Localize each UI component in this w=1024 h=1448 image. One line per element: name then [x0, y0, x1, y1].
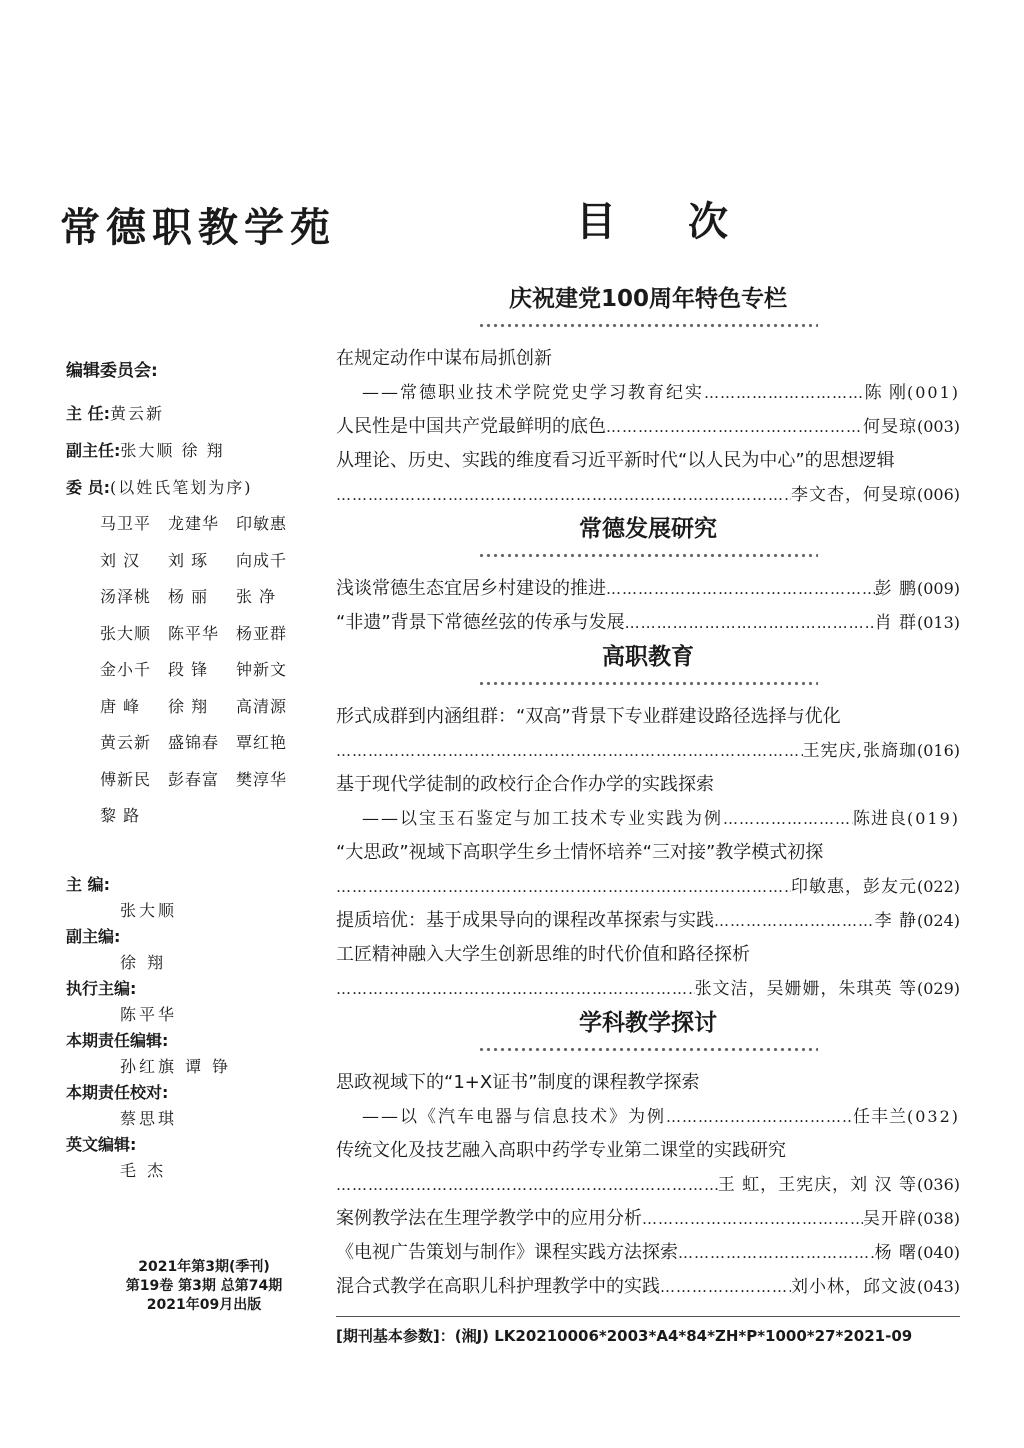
article-title: “非遗”背景下常德丝弦的传承与发展	[336, 606, 625, 640]
member-row	[100, 616, 336, 653]
member-name: 杨亚群	[236, 623, 288, 643]
leader-dots	[723, 802, 853, 836]
member-name: 钟新文	[236, 660, 288, 679]
article-author: 印敏惠，彭友元	[790, 877, 917, 897]
member-name: 陈平华	[168, 623, 220, 643]
article-page: (032)	[906, 1107, 960, 1126]
members-list	[100, 506, 336, 835]
member-name: 傅新民	[100, 769, 152, 789]
member-name: 张 净	[236, 587, 277, 606]
leader-dots	[678, 1236, 875, 1270]
section-heading: 庆祝建党100周年特色专栏	[508, 286, 787, 312]
member-name: 彭春富	[168, 769, 220, 789]
editor-role: 英文编辑:	[66, 1135, 137, 1154]
article-author: 王宪庆,张旖珈	[802, 741, 917, 761]
member-row	[100, 506, 336, 543]
member-row	[100, 725, 336, 762]
article-page: (036)	[916, 1175, 960, 1194]
article-page: (009)	[916, 579, 960, 598]
article-page: (029)	[916, 979, 960, 998]
article-entry	[336, 1100, 960, 1134]
article-subtitle: ——常德职业技术学院党史学习教育纪实	[362, 383, 704, 403]
leader-dots	[642, 1202, 863, 1236]
journal-title: 常德职教学苑	[60, 204, 336, 251]
leader-dots	[606, 410, 863, 444]
member-name: 黄云新	[100, 733, 152, 752]
article-page: (040)	[916, 1243, 960, 1262]
member-name: 印敏惠	[236, 514, 288, 533]
issue-line-1: 2021年第3期(季刊)	[138, 1259, 270, 1275]
article-author: 杨 曙	[874, 1243, 917, 1263]
article-title: 浅谈常德生态宜居乡村建设的推进	[336, 572, 606, 606]
toc-title-char-2: 次	[688, 198, 730, 245]
article-author: 彭 鹏	[874, 579, 917, 599]
article-entry	[336, 572, 960, 606]
article-title: 《电视广告策划与制作》课程实践方法探索	[336, 1236, 678, 1270]
section-ornament	[478, 546, 818, 564]
issue-line-2: 第19卷 第3期 总第74期	[125, 1278, 283, 1294]
article-entry	[336, 1236, 960, 1270]
editor-role: 执行主编:	[66, 979, 137, 998]
section-ornament	[478, 316, 818, 334]
section-ornament	[478, 674, 818, 692]
leader-dots	[704, 376, 865, 410]
members-label: 委 员:	[66, 478, 110, 497]
director-name: 黄云新	[109, 404, 164, 423]
member-row	[100, 689, 336, 726]
article-title: 基于现代学徒制的政校行企合作办学的实践探索	[336, 774, 714, 795]
article-title: 提质培优：基于成果导向的课程改革探索与实践	[336, 904, 714, 938]
member-name: 刘 琢	[168, 550, 209, 570]
editor-name: 毛 杰	[120, 1161, 167, 1180]
member-row	[100, 543, 336, 580]
leader-dots	[666, 1100, 853, 1134]
article-title: 混合式教学在高职儿科护理教学中的实践	[336, 1270, 660, 1304]
table-of-contents	[336, 282, 960, 1304]
article-entry	[336, 1168, 960, 1202]
article-author: 陈 刚	[864, 383, 907, 403]
article-author: 何旻琼	[862, 417, 917, 437]
article-entry	[336, 606, 960, 640]
leader-dots	[336, 1168, 718, 1202]
article-entry	[336, 904, 960, 938]
editor-role: 副主编:	[66, 927, 121, 946]
committee-deputy-row	[66, 432, 336, 469]
member-name: 高清源	[236, 696, 288, 716]
article-title: 人民性是中国共产党最鲜明的底色	[336, 410, 606, 444]
member-name: 向成千	[236, 550, 288, 570]
article-page: (003)	[916, 417, 960, 436]
article-entry	[336, 972, 960, 1006]
article-author: 陈进良	[852, 809, 907, 829]
committee-members-row	[66, 469, 336, 506]
member-name: 盛锦春	[168, 733, 220, 752]
members-note: (以姓氏笔划为序)	[109, 478, 253, 497]
section-heading: 高职教育	[602, 644, 694, 670]
editor-name: 徐 翔	[120, 953, 167, 972]
deputy-names: 张大顺 徐 翔	[120, 441, 225, 460]
member-name: 段 锋	[168, 660, 209, 679]
article-page: (006)	[916, 485, 960, 504]
editor-name: 陈平华	[120, 1005, 178, 1024]
deputy-label: 副主任:	[66, 441, 121, 460]
article-entry	[336, 802, 960, 836]
leader-dots	[606, 572, 875, 606]
editor-role: 本期责任编辑:	[66, 1031, 169, 1050]
article-author: 刘小林，邱文波	[790, 1277, 917, 1297]
leader-dots	[660, 1270, 791, 1304]
article-page: (016)	[916, 741, 960, 760]
editors-list	[66, 872, 336, 1184]
article-entry	[336, 870, 960, 904]
article-page: (043)	[916, 1277, 960, 1296]
article-title: 案例教学法在生理学教学中的应用分析	[336, 1202, 642, 1236]
member-name: 马卫平	[100, 514, 152, 533]
editor-role: 主 编:	[66, 875, 110, 894]
member-name: 徐 翔	[168, 696, 209, 716]
toc-title-char-1: 目	[576, 198, 618, 245]
article-title: 思政视域下的“1+X证书”制度的课程教学探索	[336, 1072, 700, 1093]
leader-dots	[625, 606, 875, 640]
member-name: 汤泽桃	[100, 587, 152, 606]
toc-title	[576, 190, 730, 247]
article-subtitle: ——以《汽车电器与信息技术》为例	[362, 1107, 666, 1127]
article-author: 李文杏，何旻琼	[790, 485, 917, 505]
article-title: “大思政”视域下高职学生乡土情怀培养“三对接”教学模式初探	[336, 842, 824, 863]
leader-dots	[336, 478, 791, 512]
article-author: 张文洁，吴姗姗，朱琪英 等	[694, 979, 917, 999]
member-name: 黎 路	[100, 806, 141, 825]
journal-parameters: [期刊基本参数]：(湘J) LK20210006*2003*A4*84*ZH*P*1000*27*2021-09	[336, 1316, 960, 1346]
article-page: (001)	[906, 383, 960, 402]
article-title: 在规定动作中谋布局抓创新	[336, 348, 552, 369]
issue-line-3: 2021年09月出版	[146, 1297, 262, 1313]
article-entry	[336, 1270, 960, 1304]
leader-dots	[336, 972, 695, 1006]
member-name: 张大顺	[100, 623, 152, 643]
article-page: (024)	[916, 911, 960, 930]
member-row	[100, 652, 336, 689]
editorial-committee	[66, 356, 336, 835]
director-label: 主 任:	[66, 404, 110, 423]
article-title: 工匠精神融入大学生创新思维的时代价值和路径探析	[336, 944, 750, 965]
article-page: (038)	[916, 1209, 960, 1228]
leader-dots	[336, 734, 803, 768]
issue-info	[66, 1258, 342, 1315]
section-ornament	[478, 1040, 818, 1058]
article-title: 传统文化及技艺融入高职中药学专业第二课堂的实践研究	[336, 1140, 786, 1161]
editor-name: 孙红旗 谭 铮	[120, 1057, 232, 1076]
member-row	[100, 579, 336, 616]
article-subtitle: ——以宝玉石鉴定与加工技术专业实践为例	[362, 809, 723, 829]
article-entry	[336, 1202, 960, 1236]
member-name: 唐 峰	[100, 696, 141, 716]
committee-director-row	[66, 395, 336, 432]
member-name: 刘 汉	[100, 550, 141, 570]
article-title: 从理论、历史、实践的维度看习近平新时代“以人民为中心”的思想逻辑	[336, 450, 895, 471]
member-row	[100, 762, 336, 799]
article-title: 形式成群到内涵组群：“双高”背景下专业群建设路径选择与优化	[336, 706, 841, 727]
member-name: 覃红艳	[236, 733, 288, 752]
leader-dots	[336, 870, 791, 904]
article-author: 任丰兰	[852, 1107, 907, 1127]
member-name: 杨 丽	[168, 587, 209, 606]
member-name: 樊淳华	[236, 769, 288, 789]
article-author: 王 虹，王宪庆，刘 汉 等	[717, 1175, 917, 1195]
article-entry	[336, 410, 960, 444]
editor-name: 张大顺	[120, 901, 178, 920]
member-name: 金小千	[100, 660, 152, 679]
member-name: 龙建华	[168, 514, 220, 533]
editor-name: 蔡思琪	[120, 1109, 178, 1128]
article-entry	[336, 478, 960, 512]
section-heading: 常德发展研究	[579, 516, 717, 542]
article-page: (013)	[916, 613, 960, 632]
editor-role: 本期责任校对:	[66, 1083, 169, 1102]
article-page: (019)	[906, 809, 960, 828]
article-page: (022)	[916, 877, 960, 896]
article-entry	[336, 376, 960, 410]
article-entry	[336, 734, 960, 768]
article-author: 吴开辟	[862, 1209, 917, 1229]
leader-dots	[714, 904, 875, 938]
committee-heading: 编辑委员会:	[66, 361, 158, 381]
article-author: 肖 群	[874, 613, 917, 633]
article-author: 李 静	[874, 911, 917, 931]
member-row	[100, 798, 336, 835]
section-heading: 学科教学探讨	[579, 1010, 717, 1036]
